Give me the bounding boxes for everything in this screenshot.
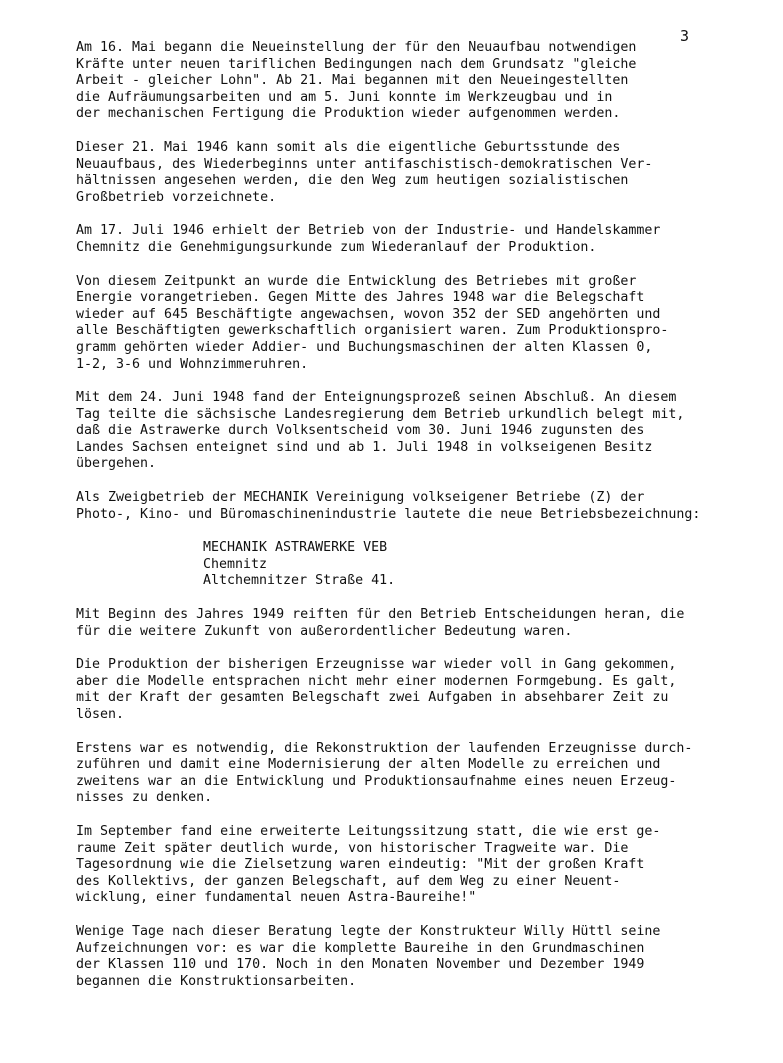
paragraph-1: Am 16. Mai begann die Neueinstellung der für den Neuaufbau notwendigen Kräfte unter neuen tariflichen Bedingungen nach dem Grundsatz "gleiche Arbeit - gleicher Lohn". Ab 21. Mai begannen mit den Neueingestellten die Aufräumungsarbeiten und am 5. Juni konnte im Werkzeugbau und in der mechanischen Fertigung die Produktion wieder aufgenommen werden. — [76, 40, 637, 122]
paragraph-4: Von diesem Zeitpunkt an wurde die Entwicklung des Betriebes mit großer Energie vorangetrieben. Gegen Mitte des Jahres 1948 war die Belegschaft wieder auf 645 Beschäftigte angewachsen, wovon 352 der SED angehörten und alle Beschäftigten gewerkschaftlich organisiert waren. Zum Produktionspro- gramm gehörten wieder Addier- und Buchungsmaschinen der alten Klassen 0, 1-2, 3-6 und Wohnzimmeruhren. — [76, 273, 669, 372]
paragraph-3: Am 17. Juli 1946 erhielt der Betrieb von der Industrie- und Handelskammer Chemnitz die Genehmigungsurkunde zum Wiederanlauf der Produktion. — [76, 223, 661, 255]
paragraph-2: Dieser 21. Mai 1946 kann somit als die eigentliche Geburtsstunde des Neuaufbaus, des Wiederbeginns unter antifaschistisch-demokratischen Ver- hältnissen angesehen werden, die den Weg zum heutigen sozialistischen Großbetrieb vorzeichnete. — [76, 139, 653, 205]
company-address: MECHANIK ASTRAWERKE VEB Chemnitz Altchemnitzer Straße 41. — [203, 540, 396, 589]
paragraph-7: Mit Beginn des Jahres 1949 reiften für den Betrieb Entscheidungen heran, die für die weitere Zukunft von außerordentlicher Bedeutung waren. — [76, 607, 685, 639]
document-body — [76, 40, 716, 1007]
paragraph-10: Im September fand eine erweiterte Leitungssitzung statt, die wie erst ge- raume Zeit später deutlich wurde, von historischer Tragweite war. Die Tagesordnung wie die Zielsetzung waren eindeutig: "Mit der großen Kraft des Kollektivs, der ganzen Belegschaft, auf dem Weg zu einer Neuent- wicklung, einer fundamental neuen Astra-Baureihe!" — [76, 823, 661, 906]
paragraph-5: Mit dem 24. Juni 1948 fand der Enteignungsprozeß seinen Abschluß. An diesem Tag teilte die sächsische Landesregierung dem Betrieb urkundlich belegt mit, daß die Astrawerke durch Volksentscheid vom 30. Juni 1946 zugunsten des Landes Sachsen enteignet sind und ab 1. Juli 1948 in volkseigenen Besitz übergehen. — [76, 390, 685, 472]
paragraph-8: Die Produktion der bisherigen Erzeugnisse war wieder voll in Gang gekommen, aber die Modelle entsprachen nicht mehr einer modernen Formgebung. Es galt, mit der Kraft der gesamten Belegschaft zwei Aufgaben in absehbarer Zeit zu lösen. — [76, 657, 677, 722]
page-number: 3 — [680, 27, 690, 45]
paragraph-9: Erstens war es notwendig, die Rekonstruktion der laufenden Erzeugnisse durch- zuführen und damit eine Modernisierung der alten Modelle zu erreichen und zweitens war an die Entwicklung und Produktionsaufnahme eines neuen Erzeug- nisses zu denken. — [76, 740, 693, 806]
paragraph-6: Als Zweigbetrieb der MECHANIK Vereinigung volkseigener Betriebe (Z) der Photo-, Kino- und Büromaschinenindustrie lautete die neue Betriebsbezeichnung: — [76, 490, 701, 522]
paragraph-11: Wenige Tage nach dieser Beratung legte der Konstrukteur Willy Hüttl seine Aufzeichnungen vor: es war die komplette Baureihe in den Grundmaschinen der Klassen 110 und 170. Noch in den Monaten November und Dezember 1949 begannen die Konstruktionsarbeiten. — [76, 923, 661, 989]
